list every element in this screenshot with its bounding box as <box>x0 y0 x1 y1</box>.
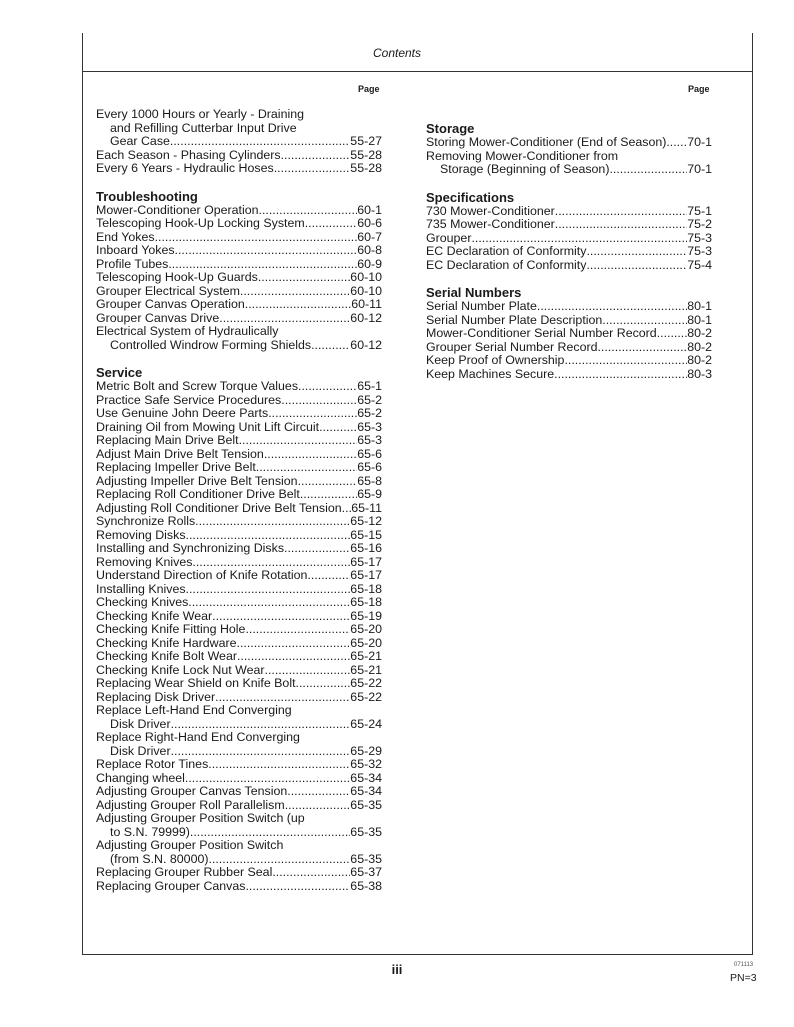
dot-leader <box>155 231 358 245</box>
toc-entry[interactable] <box>96 866 382 880</box>
service-list <box>96 866 382 893</box>
dot-leader <box>305 217 358 231</box>
toc-entry[interactable] <box>96 380 382 394</box>
toc-page-number: 65-18 <box>350 596 382 609</box>
toc-page-number: 65-35 <box>350 825 382 839</box>
toc-entry[interactable] <box>96 231 382 245</box>
toc-page-number: 55-27 <box>350 135 382 148</box>
toc-entry-last-line <box>96 745 382 759</box>
toc-entry[interactable] <box>426 205 712 219</box>
dot-leader <box>555 205 687 219</box>
dot-leader <box>307 569 350 583</box>
toc-entry-title: Replacing Disk Driver <box>96 690 216 704</box>
toc-page-number: 55-28 <box>350 162 382 175</box>
dot-leader <box>219 312 350 326</box>
dot-leader <box>586 245 687 259</box>
toc-entry[interactable] <box>426 341 712 355</box>
dot-leader <box>281 394 357 408</box>
dot-leader <box>259 204 358 218</box>
toc-entry-title: Each Season - Phasing Cylinders <box>96 148 281 162</box>
toc-entry[interactable] <box>96 325 382 352</box>
toc-entry-line: Replace Left-Hand End Converging <box>96 703 292 717</box>
toc-entry[interactable] <box>426 314 712 328</box>
dot-leader <box>237 650 350 664</box>
toc-entry[interactable] <box>96 258 382 272</box>
section-heading-storage: Storage <box>426 121 475 136</box>
toc-entry-title: Checking Knife Hardware <box>96 636 237 650</box>
toc-page-number: 70-1 <box>687 136 712 149</box>
toc-entry[interactable] <box>96 637 382 651</box>
toc-entry-title: Keep Machines Secure <box>426 367 555 381</box>
dot-leader <box>274 162 351 176</box>
toc-page-number: 65-21 <box>350 663 382 677</box>
dot-leader <box>319 421 357 435</box>
toc-page-number: 80-1 <box>687 300 712 313</box>
toc-page-number: 60-10 <box>350 284 382 298</box>
toc-entry[interactable] <box>96 244 382 258</box>
toc-entry-title: Telescoping Hook-Up Guards <box>96 271 258 284</box>
toc-page-number: 60-6 <box>357 217 382 230</box>
toc-entry[interactable] <box>96 569 382 583</box>
footer-code: 071113 <box>734 962 754 968</box>
toc-entry[interactable] <box>96 515 382 529</box>
toc-page-number: 80-2 <box>687 354 712 367</box>
dot-leader <box>342 502 352 516</box>
toc-entry-title: Grouper Serial Number Record <box>426 340 598 354</box>
toc-entry[interactable] <box>426 245 712 259</box>
toc-entry-title: Grouper Electrical System <box>96 284 240 298</box>
service-list <box>96 380 382 704</box>
toc-entry[interactable] <box>96 758 382 772</box>
toc-entry-title: End Yokes <box>96 230 155 244</box>
toc-entry-title: Mower-Conditioner Operation <box>96 203 259 217</box>
dot-leader <box>171 745 351 759</box>
section-heading-troubleshooting: Troubleshooting <box>96 188 198 204</box>
toc-entry[interactable] <box>96 583 382 597</box>
toc-entry-line: Electrical System of Hydraulically <box>96 324 279 338</box>
footer-pn: PN=3 <box>730 972 757 984</box>
dot-leader <box>185 772 350 786</box>
toc-page-number: 65-8 <box>357 474 382 488</box>
toc-entry-title: Synchronize Rolls <box>96 515 196 528</box>
section-heading-specifications: Specifications <box>426 189 515 205</box>
toc-entry-title: Adjusting Impeller Drive Belt Tension <box>96 474 298 488</box>
toc-entry-title: Gear Case <box>110 135 170 148</box>
toc-page-number: 65-15 <box>350 528 382 542</box>
service-list <box>96 758 382 812</box>
toc-page-number: 75-1 <box>687 204 712 218</box>
toc-entry-title: Removing Disks <box>96 528 186 542</box>
toc-page-number: 65-38 <box>350 879 382 893</box>
toc-entry-last-line <box>426 163 712 177</box>
toc-page-number: 65-18 <box>350 582 382 596</box>
dot-leader <box>188 596 350 610</box>
toc-entry-title: Checking Knives <box>96 596 189 609</box>
toc-entry[interactable] <box>96 785 382 799</box>
toc-page-number: 80-3 <box>687 367 712 381</box>
toc-page-number: 80-2 <box>687 340 712 354</box>
dot-leader <box>170 135 350 149</box>
dot-leader <box>284 542 350 556</box>
toc-page-number: 65-17 <box>350 555 382 569</box>
toc-entry[interactable] <box>96 204 382 218</box>
toc-entry[interactable] <box>96 394 382 408</box>
dot-leader <box>208 853 350 867</box>
toc-entry-title: Telescoping Hook-Up Locking System <box>96 217 305 230</box>
toc-entry[interactable] <box>96 664 382 678</box>
toc-entry-title: Storage (Beginning of Season) <box>440 163 610 176</box>
toc-entry[interactable] <box>96 149 382 163</box>
dot-leader <box>190 826 350 840</box>
dot-leader <box>268 407 357 421</box>
toc-page-number: 65-20 <box>350 636 382 650</box>
toc-page-number: 60-10 <box>350 271 382 284</box>
toc-entry[interactable] <box>426 218 712 232</box>
toc-page-number: 65-19 <box>350 609 382 623</box>
dot-leader <box>555 218 687 232</box>
toc-entry[interactable] <box>96 691 382 705</box>
dot-leader <box>311 339 350 353</box>
toc-entry-line: Replace Right-Hand End Converging <box>96 730 300 744</box>
toc-entry-title: Checking Knife Wear <box>96 609 213 623</box>
toc-entry[interactable] <box>96 298 382 312</box>
toc-entry[interactable] <box>96 421 382 435</box>
toc-entry[interactable] <box>96 217 382 231</box>
dot-leader <box>602 314 687 328</box>
toc-page-number: 65-21 <box>350 650 382 663</box>
toc-entry[interactable] <box>426 136 712 150</box>
toc-entry-title: Replacing Roll Conditioner Drive Belt <box>96 488 300 501</box>
dot-leader <box>300 488 357 502</box>
toc-entry-title: Replacing Grouper Canvas <box>96 879 246 893</box>
toc-entry-title: Disk Driver <box>110 717 171 731</box>
dot-leader <box>171 718 351 732</box>
toc-entry-title: 735 Mower-Conditioner <box>426 218 555 231</box>
toc-entry-line: Every 1000 Hours or Yearly - Draining <box>96 107 304 121</box>
toc-entry-last-line <box>96 853 382 867</box>
toc-entry[interactable] <box>426 300 712 314</box>
toc-page-number: 65-6 <box>357 447 382 461</box>
toc-page-number: 65-20 <box>350 623 382 636</box>
toc-page-number: 65-22 <box>350 677 382 690</box>
dot-leader <box>245 623 350 637</box>
toc-page-number: 65-2 <box>357 393 382 407</box>
dot-leader <box>212 610 350 624</box>
toc-entry-title: Changing wheel <box>96 771 185 785</box>
toc-entry-title: Practice Safe Service Procedures <box>96 393 282 407</box>
dot-leader <box>245 298 351 312</box>
dot-leader <box>245 880 350 894</box>
right-page-column-label: Page <box>688 84 710 94</box>
toc-entry[interactable] <box>426 368 712 382</box>
toc-entry-title: Checking Knife Bolt Wear <box>96 650 237 663</box>
toc-entry[interactable] <box>96 448 382 462</box>
toc-entry-title: Serial Number Plate Description <box>426 313 603 327</box>
toc-entry-title: Replacing Impeller Drive Belt <box>96 461 256 474</box>
toc-entry-title: (from S.N. 80000) <box>110 852 209 866</box>
dot-leader <box>239 434 358 448</box>
toc-entry[interactable] <box>96 623 382 637</box>
left-page-column-label: Page <box>358 84 380 94</box>
dot-leader <box>298 475 358 489</box>
dot-leader <box>264 448 357 462</box>
toc-page-number: 60-12 <box>350 311 382 325</box>
serial-numbers-list <box>426 300 712 381</box>
toc-entry-title: Checking Knife Fitting Hole <box>96 623 246 636</box>
toc-entry[interactable] <box>96 677 382 691</box>
toc-entry[interactable] <box>96 312 382 326</box>
toc-entry[interactable] <box>96 812 382 839</box>
toc-entry-title: Installing and Synchronizing Disks <box>96 542 285 555</box>
toc-entry[interactable] <box>426 232 712 246</box>
section-heading-service: Service <box>96 365 143 380</box>
dot-leader <box>666 136 687 150</box>
toc-page-number: 65-9 <box>357 488 382 501</box>
toc-entry[interactable] <box>96 271 382 285</box>
toc-entry[interactable] <box>96 650 382 664</box>
footer-page-number: iii <box>391 962 403 977</box>
dot-leader <box>175 244 358 258</box>
toc-page-number: 65-12 <box>350 515 382 528</box>
dot-leader <box>609 163 687 177</box>
toc-entry[interactable] <box>426 327 712 341</box>
toc-page-number: 65-16 <box>350 542 382 555</box>
dot-leader <box>186 529 351 543</box>
dot-leader <box>586 259 687 273</box>
dot-leader <box>281 149 351 163</box>
toc-entry-title: Mower-Conditioner Serial Number Record <box>426 327 657 340</box>
toc-entry[interactable] <box>96 108 382 149</box>
toc-page-number: 65-1 <box>357 380 382 393</box>
toc-entry-line: Adjusting Grouper Position Switch (up <box>96 811 305 825</box>
service-list-wrapped <box>96 812 382 866</box>
toc-entry[interactable] <box>96 162 382 176</box>
dot-leader <box>256 461 357 475</box>
toc-entry[interactable] <box>426 259 712 273</box>
dot-leader <box>287 785 350 799</box>
dot-leader <box>265 664 351 678</box>
toc-entry[interactable] <box>96 285 382 299</box>
toc-entry-title: Serial Number Plate <box>426 300 537 313</box>
toc-entry-line: Adjusting Grouper Position Switch <box>96 838 284 852</box>
toc-entry-title: Draining Oil from Mowing Unit Lift Circuit <box>96 420 320 434</box>
troubleshooting-list <box>96 204 382 326</box>
toc-entry-title: Keep Proof of Ownership <box>426 354 565 367</box>
toc-page-number: 75-3 <box>687 231 712 245</box>
dot-leader <box>208 758 350 772</box>
toc-entry-title: Checking Knife Lock Nut Wear <box>96 663 265 677</box>
toc-entry-title: Profile Tubes <box>96 257 169 271</box>
toc-entry-title: Removing Knives <box>96 555 193 569</box>
toc-entry-title: Replacing Main Drive Belt <box>96 434 239 447</box>
toc-page-number: 65-34 <box>350 771 382 785</box>
dot-leader <box>554 368 687 382</box>
dot-leader <box>237 637 351 651</box>
toc-entry[interactable] <box>96 799 382 813</box>
toc-entry[interactable] <box>96 488 382 502</box>
toc-page-number: 60-1 <box>357 203 382 217</box>
dot-leader <box>597 341 687 355</box>
toc-page-number: 65-11 <box>351 501 382 515</box>
toc-page-number: 60-8 <box>357 244 382 257</box>
toc-entry-title: Disk Driver <box>110 744 171 758</box>
toc-page-number: 65-35 <box>350 798 382 812</box>
toc-entry-title: Adjusting Roll Conditioner Drive Belt Tension <box>96 501 342 515</box>
toc-entry-title: Grouper <box>426 231 472 245</box>
toc-entry[interactable] <box>96 542 382 556</box>
toc-entry[interactable] <box>96 880 382 894</box>
toc-entry[interactable] <box>426 150 712 177</box>
toc-page-number: 65-32 <box>350 758 382 771</box>
toc-entry[interactable] <box>96 556 382 570</box>
toc-page-number: 70-1 <box>687 163 712 176</box>
toc-page-number: 65-29 <box>350 744 382 758</box>
toc-entry-title: Grouper Canvas Drive <box>96 311 220 325</box>
left-column <box>96 108 382 893</box>
toc-entry[interactable] <box>96 704 382 731</box>
toc-entry[interactable] <box>96 475 382 489</box>
toc-page-number: 65-22 <box>350 690 382 704</box>
toc-entry[interactable] <box>426 354 712 368</box>
toc-entry-last-line <box>96 135 382 149</box>
toc-entry-title: Every 6 Years - Hydraulic Hoses <box>96 162 274 175</box>
dot-leader <box>657 327 687 341</box>
toc-entry-title: Inboard Yokes <box>96 244 175 257</box>
toc-entry[interactable] <box>96 596 382 610</box>
toc-entry-title: Adjust Main Drive Belt Tension <box>96 447 264 461</box>
toc-page-number: 75-4 <box>687 258 712 272</box>
toc-entry-title: EC Declaration of Conformity <box>426 258 587 272</box>
toc-page-number: 65-24 <box>350 717 382 731</box>
toc-entry-line: and Refilling Cutterbar Input Drive <box>110 120 297 135</box>
dot-leader <box>168 258 357 272</box>
toc-page-number: 80-1 <box>687 313 712 327</box>
dot-leader <box>471 232 687 246</box>
toc-entry-title: Storing Mower-Conditioner (End of Season) <box>426 136 667 149</box>
toc-entry-title: Use Genuine John Deere Parts <box>96 407 269 420</box>
toc-entry[interactable] <box>96 610 382 624</box>
dot-leader <box>564 354 687 368</box>
right-column <box>426 108 712 381</box>
toc-entry-title: Adjusting Grouper Canvas Tension <box>96 785 288 798</box>
toc-entry-title: EC Declaration of Conformity <box>426 245 587 258</box>
dot-leader <box>296 677 351 691</box>
toc-entry[interactable] <box>96 434 382 448</box>
toc-page-number: 55-28 <box>350 148 382 162</box>
toc-entry-title: Replacing Wear Shield on Knife Bolt <box>96 677 296 690</box>
toc-page-number: 75-3 <box>687 245 712 258</box>
toc-entry-title: Adjusting Grouper Roll Parallelism <box>96 798 285 812</box>
toc-entry-title: Controlled Windrow Forming Shields <box>110 338 312 352</box>
toc-page-number: 60-11 <box>351 298 382 311</box>
toc-page-number: 60-9 <box>357 257 382 271</box>
dot-leader <box>215 691 350 705</box>
dot-leader <box>192 556 350 570</box>
toc-entry-title: Installing Knives <box>96 582 186 596</box>
toc-entry-title: Metric Bolt and Screw Torque Values <box>96 380 299 393</box>
toc-entry[interactable] <box>96 772 382 786</box>
toc-page-number: 65-34 <box>350 785 382 798</box>
toc-entry[interactable] <box>96 529 382 543</box>
toc-entry-title: to S.N. 79999) <box>110 825 190 839</box>
dot-leader <box>272 866 350 880</box>
toc-entry[interactable] <box>96 502 382 516</box>
toc-entry[interactable] <box>96 839 382 866</box>
toc-entry-title: Replacing Grouper Rubber Seal <box>96 866 273 879</box>
toc-entry-last-line <box>96 339 382 353</box>
toc-page-number: 65-3 <box>357 420 382 434</box>
toc-page-number: 60-7 <box>357 230 382 244</box>
dot-leader <box>298 380 357 394</box>
dot-leader <box>240 285 350 299</box>
dot-leader <box>186 583 351 597</box>
dot-leader <box>285 799 351 813</box>
toc-page-number: 65-35 <box>350 852 382 866</box>
page-header-title: Contents <box>372 46 422 60</box>
toc-page-number: 65-6 <box>357 461 382 474</box>
toc-page-number: 65-17 <box>350 569 382 582</box>
toc-page-number: 75-2 <box>687 218 712 231</box>
toc-page-number: 65-2 <box>357 407 382 420</box>
toc-entry-title: Understand Direction of Knife Rotation <box>96 569 308 582</box>
dot-leader <box>537 300 687 314</box>
service-list-wrapped <box>96 704 382 758</box>
toc-entry-line: Removing Mower-Conditioner from <box>426 148 619 163</box>
toc-entry-title: 730 Mower-Conditioner <box>426 204 555 218</box>
toc-page-number: 65-3 <box>357 434 382 447</box>
toc-page-number: 60-12 <box>350 338 382 352</box>
section-heading-serial-numbers: Serial Numbers <box>426 285 522 300</box>
toc-entry-last-line <box>96 718 382 732</box>
toc-entry-last-line <box>96 826 382 840</box>
dot-leader <box>195 515 350 529</box>
toc-entry[interactable] <box>96 461 382 475</box>
toc-page-number: 80-2 <box>687 327 712 340</box>
toc-entry-title: Grouper Canvas Operation <box>96 298 245 311</box>
toc-page-number: 65-37 <box>350 866 382 879</box>
toc-entry-title: Replace Rotor Tines <box>96 758 209 771</box>
specifications-list <box>426 205 712 273</box>
toc-entry[interactable] <box>96 407 382 421</box>
dot-leader <box>258 271 350 285</box>
toc-entry[interactable] <box>96 731 382 758</box>
